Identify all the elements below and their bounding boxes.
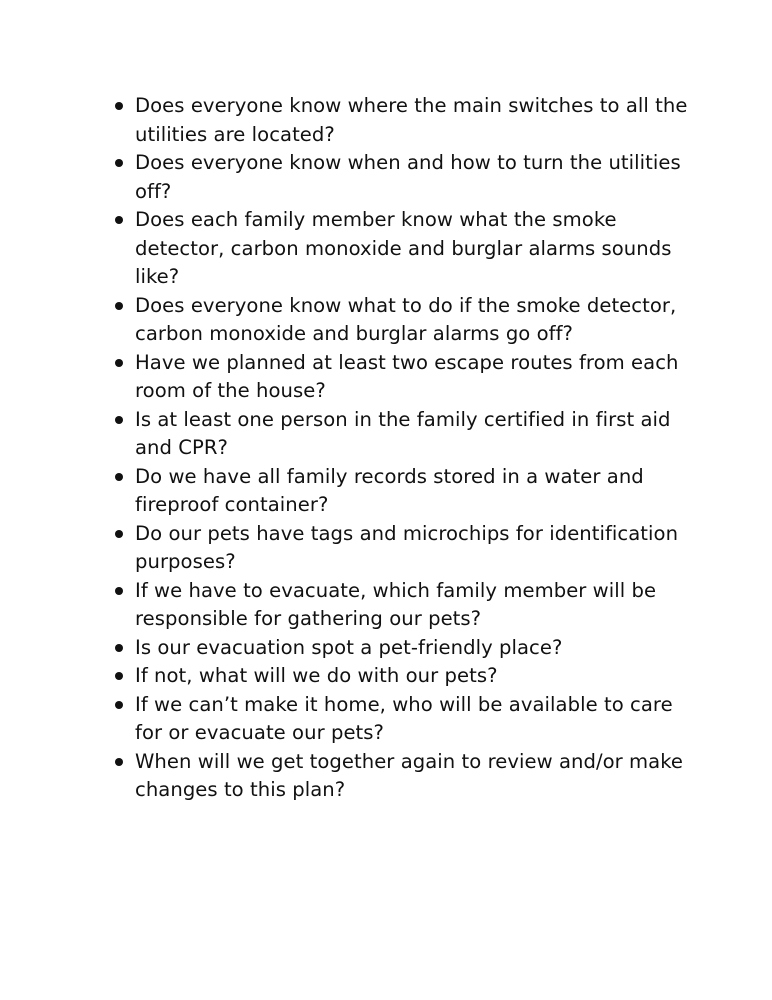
list-item — [135, 577, 695, 634]
list-item-text: Do we have all family records stored in a water and fireproof container? — [135, 464, 644, 516]
checklist — [135, 92, 695, 805]
list-item — [135, 406, 695, 463]
list-item-text: Does everyone know what to do if the smoke detector, carbon monoxide and burglar alarms go off? — [135, 293, 677, 345]
list-item — [135, 634, 695, 663]
list-item-text: Is at least one person in the family certified in first aid and CPR? — [135, 407, 671, 459]
bullet-icon — [115, 530, 123, 538]
bullet-icon — [115, 302, 123, 310]
list-item — [135, 92, 695, 149]
bullet-icon — [115, 102, 123, 110]
bullet-icon — [115, 216, 123, 224]
bullet-icon — [115, 416, 123, 424]
list-item-text: When will we get together again to review and/or make changes to this plan? — [135, 749, 684, 801]
bullet-icon — [115, 758, 123, 766]
bullet-icon — [115, 644, 123, 652]
list-item — [135, 748, 695, 805]
list-item — [135, 292, 695, 349]
list-item — [135, 662, 695, 691]
bullet-icon — [115, 159, 123, 167]
list-item-text: Does each family member know what the smoke detector, carbon monoxide and burglar alarms sounds like? — [135, 208, 672, 288]
list-item-text: If not, what will we do with our pets? — [135, 664, 498, 687]
list-item-text: Have we planned at least two escape routes from each room of the house? — [135, 350, 679, 402]
bullet-icon — [115, 587, 123, 595]
list-item-text: Does everyone know where the main switches to all the utilities are located? — [135, 94, 688, 146]
list-item-text: Do our pets have tags and microchips for identification purposes? — [135, 521, 679, 573]
list-item — [135, 520, 695, 577]
bullet-icon — [115, 701, 123, 709]
bullet-icon — [115, 473, 123, 481]
list-item — [135, 149, 695, 206]
list-item — [135, 349, 695, 406]
list-item — [135, 691, 695, 748]
list-item-text: If we can’t make it home, who will be available to care for or evacuate our pets? — [135, 692, 673, 744]
list-item — [135, 206, 695, 292]
bullet-icon — [115, 672, 123, 680]
list-item — [135, 463, 695, 520]
list-item-text: Does everyone know when and how to turn the utilities off? — [135, 151, 681, 203]
list-item-text: If we have to evacuate, which family member will be responsible for gathering our pets? — [135, 578, 657, 630]
list-item-text: Is our evacuation spot a pet-friendly place? — [135, 635, 563, 659]
bullet-icon — [115, 359, 123, 367]
